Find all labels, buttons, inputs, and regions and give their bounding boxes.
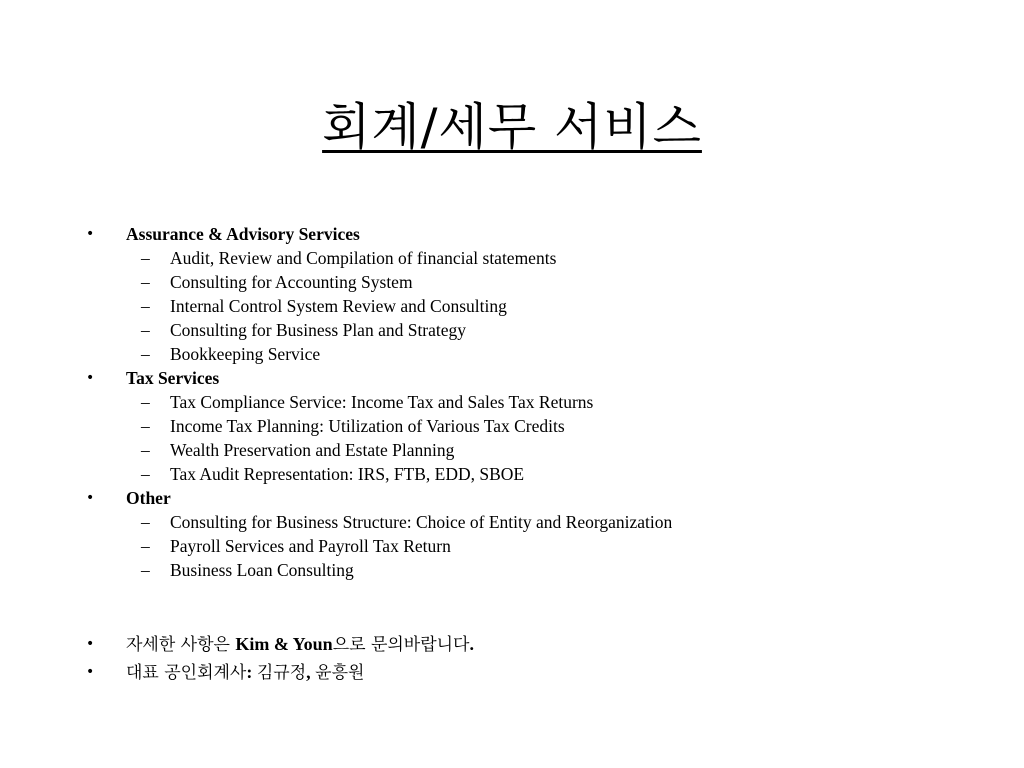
section-heading-label: Tax Services xyxy=(126,368,220,388)
dash-icon: – xyxy=(141,320,150,340)
bullet-icon: • xyxy=(86,226,95,242)
list-item-label: Consulting for Business Plan and Strategy xyxy=(170,320,467,340)
bullet-icon: • xyxy=(86,636,95,652)
dash-icon: – xyxy=(141,464,150,484)
list-item-label: Bookkeeping Service xyxy=(170,344,321,364)
list-item xyxy=(86,294,986,318)
bullet-icon: • xyxy=(86,490,95,506)
section-heading-assurance xyxy=(86,222,986,246)
bullet-icon: • xyxy=(86,664,95,680)
list-item xyxy=(86,246,986,270)
list-item xyxy=(86,510,986,534)
section-heading-label: Assurance & Advisory Services xyxy=(126,224,360,244)
list-item-label: Consulting for Business Structure: Choice of Entity and Reorganization xyxy=(170,512,673,532)
list-item-label: Tax Audit Representation: IRS, FTB, EDD, SBOE xyxy=(170,464,525,484)
list-item-label: Business Loan Consulting xyxy=(170,560,354,580)
dash-icon: – xyxy=(141,560,150,580)
cpa-name-2: 윤흥원 xyxy=(315,663,365,683)
cpa-label: 대표 공인회계사 xyxy=(126,663,247,683)
section-heading-tax xyxy=(86,366,986,390)
inquiry-prefix: 자세한 사항은 xyxy=(126,635,236,655)
page-title-text: 회계/세무 서비스 xyxy=(322,98,702,156)
page-title xyxy=(0,92,1024,162)
list-item xyxy=(86,534,986,558)
dash-icon: – xyxy=(141,512,150,532)
list-item-label: Audit, Review and Compilation of financial statements xyxy=(170,248,557,268)
dash-icon: – xyxy=(141,344,150,364)
dash-icon: – xyxy=(141,440,150,460)
contact-line-cpa xyxy=(86,658,986,686)
spacer xyxy=(86,582,986,630)
list-item-label: Income Tax Planning: Utilization of Various Tax Credits xyxy=(170,416,565,436)
services-list xyxy=(86,222,986,686)
dash-icon: – xyxy=(141,248,150,268)
firm-name: Kim & Youn xyxy=(235,634,333,654)
list-item xyxy=(86,270,986,294)
cpa-comma: , xyxy=(306,662,311,682)
dash-icon: – xyxy=(141,416,150,436)
list-item xyxy=(86,342,986,366)
inquiry-suffix: 으로 문의바랍니다 xyxy=(332,635,470,655)
list-item-label: Consulting for Accounting System xyxy=(170,272,413,292)
bullet-icon: • xyxy=(86,370,95,386)
list-item xyxy=(86,414,986,438)
list-item-label: Tax Compliance Service: Income Tax and Sales Tax Returns xyxy=(170,392,594,412)
cpa-name-1: 김규정 xyxy=(256,663,307,683)
dash-icon: – xyxy=(141,272,150,292)
list-item xyxy=(86,438,986,462)
dash-icon: – xyxy=(141,536,150,556)
list-item xyxy=(86,558,986,582)
list-item-label: Wealth Preservation and Estate Planning xyxy=(170,440,455,460)
cpa-colon: : xyxy=(246,662,253,682)
list-item xyxy=(86,318,986,342)
inquiry-period: . xyxy=(469,634,474,654)
contact-line-inquiry xyxy=(86,630,986,658)
dash-icon: – xyxy=(141,392,150,412)
list-item-label: Internal Control System Review and Consulting xyxy=(170,296,507,316)
section-heading-label: Other xyxy=(126,488,171,508)
list-item-label: Payroll Services and Payroll Tax Return xyxy=(170,536,451,556)
list-item xyxy=(86,390,986,414)
section-heading-other xyxy=(86,486,986,510)
list-item xyxy=(86,462,986,486)
dash-icon: – xyxy=(141,296,150,316)
